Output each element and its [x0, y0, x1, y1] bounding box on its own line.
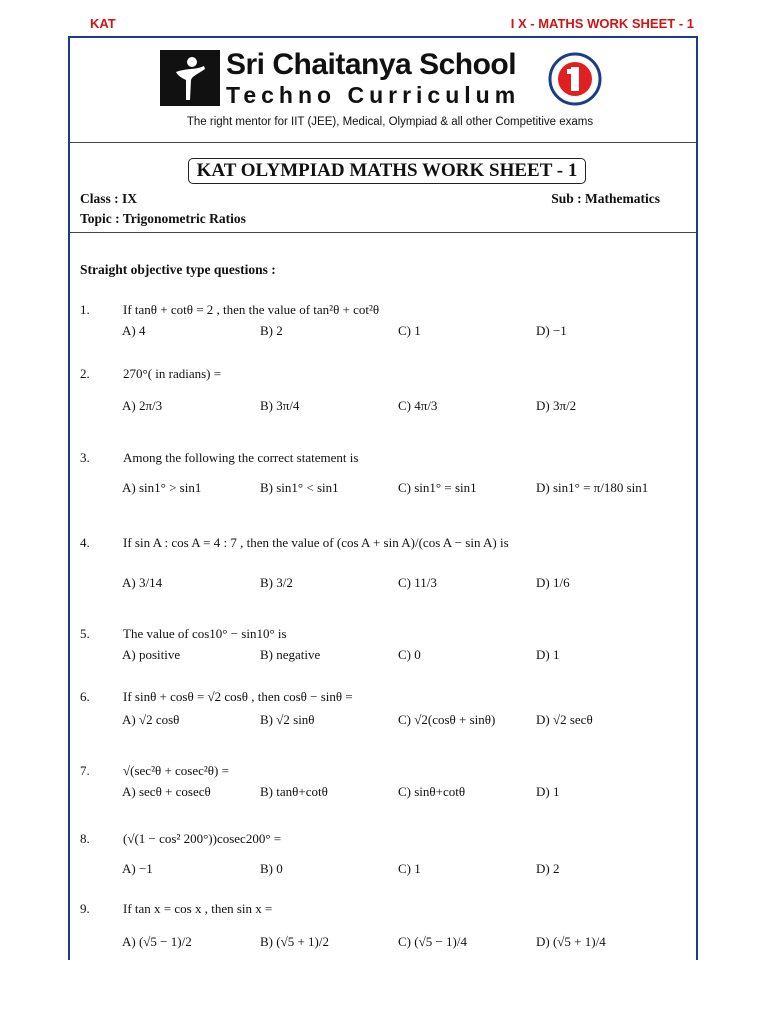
question-text: If tanθ + cotθ = 2 , then the value of tan²θ + cot²θ: [123, 302, 380, 317]
option-b: B) 0: [260, 861, 283, 876]
option-d: D) sin1° = π/180 sin1: [536, 480, 649, 495]
option-c: C) √2(cosθ + sinθ): [398, 712, 496, 727]
option-c: C) 11/3: [398, 575, 437, 590]
tagline: The right mentor for IIT (JEE), Medical, Olympiad & all other Competitive exams: [186, 116, 594, 128]
topic-label: Topic : Trigonometric Ratios: [80, 211, 246, 226]
option-a: A) √2 cosθ: [122, 712, 180, 727]
option-c: C) 1: [398, 861, 421, 876]
subject-label: Sub : Mathematics: [551, 191, 660, 206]
question-number: 8.: [80, 831, 90, 846]
header-right-tag: I X - MATHS WORK SHEET - 1: [510, 16, 694, 31]
question-text: √(sec²θ + cosec²θ) =: [123, 763, 229, 778]
option-a: A) (√5 − 1)/2: [122, 934, 192, 949]
question-number: 7.: [80, 763, 90, 778]
option-a: A) positive: [122, 647, 181, 662]
option-c: C) 4π/3: [398, 398, 438, 413]
option-a: A) −1: [122, 861, 153, 876]
divider: [70, 142, 696, 143]
divider: [70, 232, 696, 233]
option-b: B) 3/2: [260, 575, 293, 590]
option-a: A) 3/14: [122, 575, 163, 590]
option-c: C) sinθ+cotθ: [398, 784, 466, 799]
question-text: Among the following the correct statement is: [123, 450, 359, 465]
option-a: A) 2π/3: [122, 398, 163, 413]
option-d: D) (√5 + 1)/4: [536, 934, 606, 949]
option-d: D) 3π/2: [536, 398, 577, 413]
option-a: A) 4: [122, 323, 146, 338]
question-number: 2.: [80, 366, 90, 381]
question-text: If sin A : cos A = 4 : 7 , then the value of (cos A + sin A)/(cos A − sin A) is: [123, 535, 509, 550]
option-a: A) secθ + cosecθ: [122, 784, 211, 799]
class-label: Class : IX: [80, 191, 138, 206]
brand-subtitle: Techno Curriculum: [226, 82, 521, 108]
question-text: The value of cos10° − sin10° is: [123, 626, 287, 641]
question-number: 6.: [80, 689, 90, 704]
question-number: 3.: [80, 450, 90, 465]
question-text: 270°( in radians) =: [123, 366, 222, 381]
option-d: D) 1/6: [536, 575, 570, 590]
question-text: (√(1 − cos² 200°))cosec200° =: [123, 831, 282, 846]
seal-icon: [548, 52, 602, 106]
question-text: If sinθ + cosθ = √2 cosθ , then cosθ − sinθ =: [123, 689, 353, 704]
option-b: B) √2 sinθ: [260, 712, 315, 727]
worksheet-title: KAT OLYMPIAD MATHS WORK SHEET - 1: [188, 158, 586, 184]
question-number: 1.: [80, 302, 90, 317]
question-number: 5.: [80, 626, 90, 641]
option-d: D) 2: [536, 861, 560, 876]
question-text: If tan x = cos x , then sin x =: [123, 901, 273, 916]
option-d: D) 1: [536, 784, 560, 799]
option-c: C) sin1° = sin1: [398, 480, 477, 495]
option-d: D) √2 secθ: [536, 712, 593, 727]
question-number: 9.: [80, 901, 90, 916]
option-c: C) 0: [398, 647, 421, 662]
question-number: 4.: [80, 535, 90, 550]
option-c: C) 1: [398, 323, 421, 338]
school-logo-icon: [160, 50, 220, 106]
option-b: B) 2: [260, 323, 283, 338]
brand-name: Sri Chaitanya School: [226, 48, 517, 81]
option-b: B) tanθ+cotθ: [260, 784, 328, 799]
option-c: C) (√5 − 1)/4: [398, 934, 467, 949]
option-d: D) −1: [536, 323, 567, 338]
header-left-tag: KAT: [90, 16, 116, 31]
option-a: A) sin1° > sin1: [122, 480, 202, 495]
worksheet-frame: [68, 36, 698, 960]
option-b: B) negative: [260, 647, 321, 662]
option-b: B) 3π/4: [260, 398, 300, 413]
option-b: B) (√5 + 1)/2: [260, 934, 329, 949]
section-heading: Straight objective type questions :: [80, 262, 276, 277]
option-d: D) 1: [536, 647, 560, 662]
option-b: B) sin1° < sin1: [260, 480, 339, 495]
